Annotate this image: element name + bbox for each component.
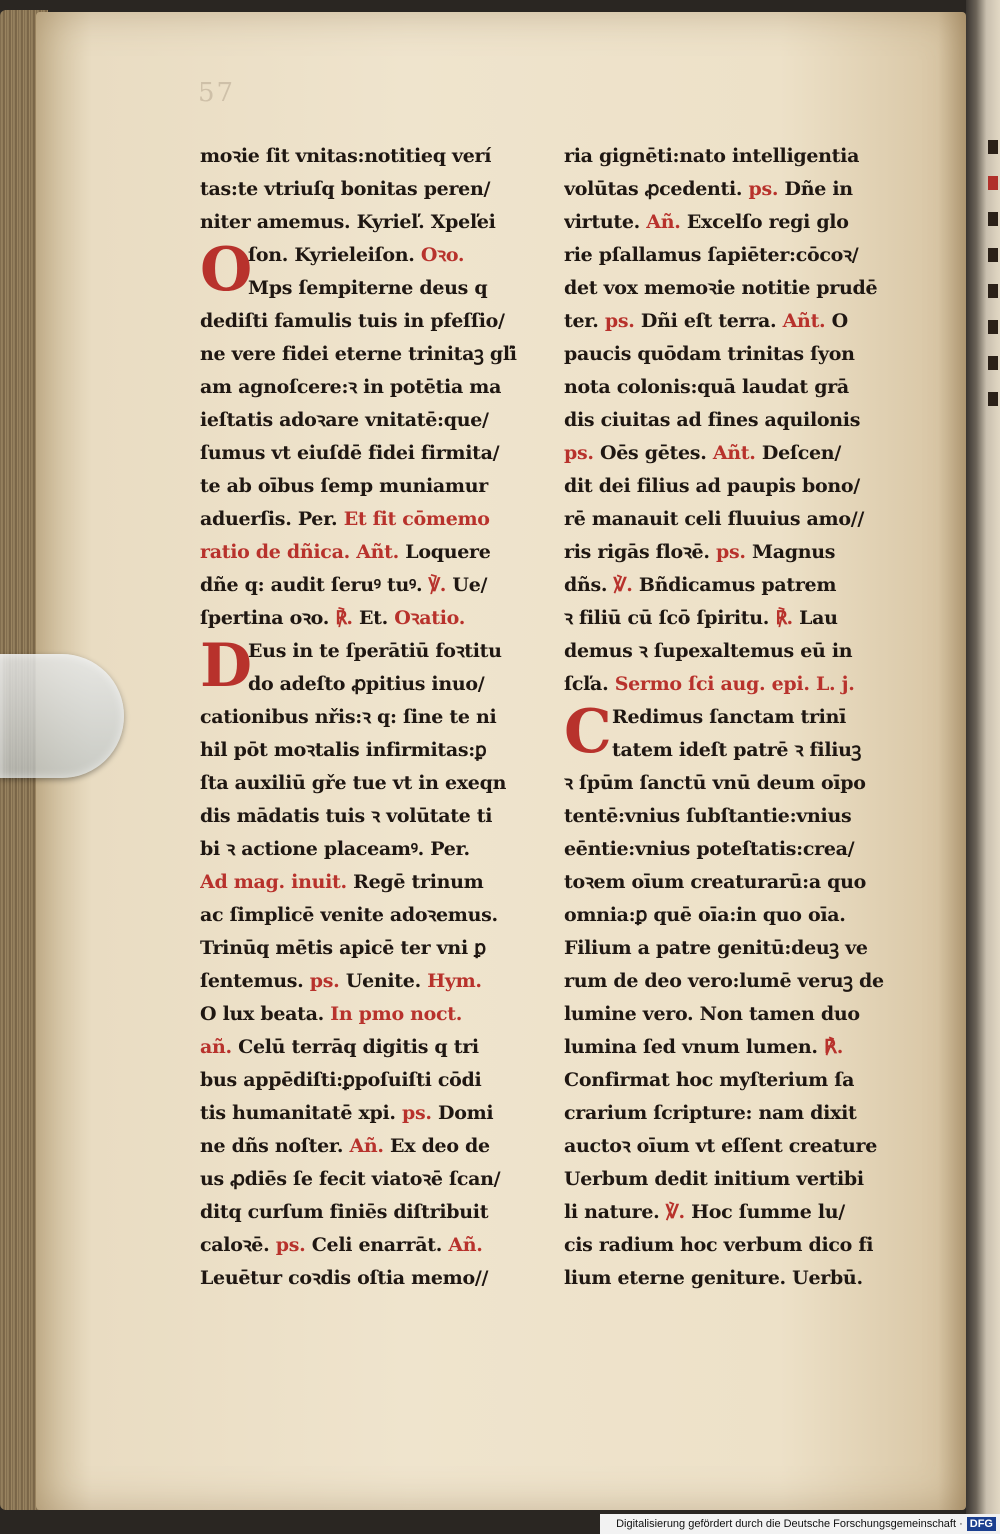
text-line: [564, 1262, 902, 1295]
body-text: Uenite.: [339, 970, 428, 992]
rubric-text: ps.: [275, 1234, 306, 1256]
body-text: ter.: [564, 310, 605, 332]
body-text: toꝛem oīum creaturarū:a quo: [564, 871, 867, 893]
text-line: [564, 635, 902, 668]
body-text: ſcľa.: [564, 673, 615, 695]
body-text: Celū terrāq digitis q tri: [231, 1036, 479, 1058]
text-line: [564, 536, 902, 569]
body-text: lium eterne geniture. Uerbū.: [564, 1267, 863, 1289]
body-text: auctoꝛ oīum vt eſſent creature: [564, 1135, 878, 1157]
text-line: [564, 767, 902, 800]
text-line: [200, 1097, 546, 1130]
body-text: Mps ſempiterne deus q: [248, 277, 488, 299]
body-text: Leuētur coꝛdis oſtia memo//: [200, 1267, 489, 1289]
rubric-text: ps.: [402, 1102, 432, 1124]
text-line: [200, 536, 546, 569]
text-line: [564, 470, 902, 503]
body-text: bus appēdiſti:ꝑpoſuiſti cōdi: [200, 1069, 482, 1091]
text-line: [564, 833, 902, 866]
rubric-text: ℣.: [665, 1201, 685, 1223]
text-line: [564, 569, 902, 602]
rubric-text: ℟.: [824, 1036, 844, 1058]
body-text: tis humanitatē xpi.: [200, 1102, 403, 1124]
body-text: Lau: [792, 607, 838, 629]
rubric-text: Sermo ſci aug. epi. L. j.: [614, 673, 855, 695]
text-line: [200, 1130, 546, 1163]
rubric-text: Añt.: [712, 442, 756, 464]
body-text: det vox memoꝛie notitie prudē: [564, 277, 878, 299]
body-text: Et.: [352, 607, 395, 629]
body-text: Filium a patre genitū:deuꝫ ve: [564, 937, 868, 959]
text-line: [564, 371, 902, 404]
body-text: cis radium hoc verbum dico fi: [564, 1234, 874, 1256]
rubric-text: ps.: [748, 178, 779, 200]
body-text: eēntie:vnius poteſtatis:crea/: [564, 838, 855, 860]
text-line: [564, 404, 902, 437]
body-text: te ab oībus ſemp muniamur: [200, 475, 488, 497]
text-line: [200, 569, 546, 602]
rubric-text: Hym.: [427, 970, 482, 992]
body-text: tentē:vnius ſubſtantie:vnius: [564, 805, 852, 827]
body-text: virtute.: [564, 211, 647, 233]
body-text: ditq curſum finiēs diſtribuit: [200, 1201, 489, 1223]
body-text: bi ꝛ actione placeamꝰ. Per.: [200, 838, 470, 860]
text-line: [564, 338, 902, 371]
text-line: [564, 932, 902, 965]
red-initial: C: [564, 701, 612, 767]
body-text: Excelſo regi glo: [680, 211, 849, 233]
body-text: Dñi eſt terra.: [634, 310, 783, 332]
text-line: [564, 437, 902, 470]
text-line: [200, 800, 546, 833]
text-line: [612, 734, 902, 767]
text-line: [200, 767, 546, 800]
body-text: Eus in te ſperātiū foꝛtitu: [248, 640, 502, 662]
text-line: [200, 866, 546, 899]
body-text: Magnus: [745, 541, 836, 563]
dfg-logo: DFG: [967, 1517, 996, 1531]
body-text: Hoc ſumme lu/: [684, 1201, 845, 1223]
body-text: Oēs gētes.: [593, 442, 713, 464]
body-text: caloꝛē.: [200, 1234, 276, 1256]
text-line: [248, 668, 546, 701]
body-text: ſta auxiliū gře tue vt in exeqn: [200, 772, 507, 794]
text-line: [564, 602, 902, 635]
body-text: Bñdicamus patrem: [632, 574, 837, 596]
body-text: ne dñs noſter.: [200, 1135, 350, 1157]
body-text: ſon. Kyrieleiſon.: [248, 244, 421, 266]
body-text: demus ꝛ ſupexaltemus eū in: [564, 640, 853, 662]
body-text: omnia:ꝑ quē oīa:in quo oīa.: [564, 904, 846, 926]
body-text: Loquere: [398, 541, 491, 563]
text-line: [612, 701, 902, 734]
body-text: niter amemus. Kyrieľ. Xpeľei: [200, 211, 496, 233]
text-line: [200, 206, 546, 239]
text-line: [564, 272, 902, 305]
body-text: ne vere fidei eterne trinitaꝫ gľi: [200, 343, 517, 365]
text-line: [200, 338, 546, 371]
body-text: crarium ſcripture: nam dixit: [564, 1102, 857, 1124]
body-text: Confirmat hoc myſterium ſa: [564, 1069, 855, 1091]
rubric-text: ratio de dñica. Añt.: [200, 541, 399, 563]
text-line: [564, 1196, 902, 1229]
text-line: [200, 1262, 546, 1295]
red-initial: O: [200, 239, 253, 305]
rubric-text: Añt.: [782, 310, 826, 332]
body-text: do adeſto ꝓpitius inuo/: [248, 673, 485, 695]
rubric-text: Et fit cōmemo: [343, 508, 490, 530]
body-text: moꝛie ſit vnitas:notitieq verí: [200, 145, 492, 167]
text-line: [200, 470, 546, 503]
body-text: tas:te vtriuſq bonitas peren/: [200, 178, 491, 200]
initial-block: [200, 239, 546, 305]
digitization-credit: [600, 1514, 1000, 1534]
rubric-text: ℣.: [613, 574, 633, 596]
text-line: [200, 1064, 546, 1097]
body-text: dediſti famulis tuis in pfeſſio/: [200, 310, 505, 332]
text-line: [564, 866, 902, 899]
body-text: rum de deo vero:lumē veruꝫ de: [564, 970, 884, 992]
body-text: ris rigās floꝛē.: [564, 541, 716, 563]
text-line: [200, 371, 546, 404]
text-line: [564, 503, 902, 536]
body-text: dis ciuitas ad fines aquilonis: [564, 409, 861, 431]
text-line: [564, 965, 902, 998]
body-text: rē manauit celi fluuius amo//: [564, 508, 865, 530]
text-line: [200, 1196, 546, 1229]
text-line: [248, 635, 546, 668]
text-line: [200, 602, 546, 635]
body-text: Dñe in: [778, 178, 853, 200]
body-text: dñe q: audit ſeruꝰ tuꝰ.: [200, 574, 429, 596]
text-line: [200, 899, 546, 932]
rubric-text: ℣.: [428, 574, 447, 596]
rubric-text: In pmo noct.: [330, 1003, 463, 1025]
body-text: aduerſis. Per.: [200, 508, 344, 530]
text-line: [564, 1031, 902, 1064]
rubric-text: ℟.: [775, 607, 793, 629]
text-line: [564, 998, 902, 1031]
text-line: [200, 503, 546, 536]
body-text: ſpertina oꝛo.: [200, 607, 336, 629]
body-text: O lux beata.: [200, 1003, 331, 1025]
text-line: [200, 701, 546, 734]
page-clip: [0, 654, 124, 778]
body-text: ꝛ filiū cū ſcō ſpiritu.: [564, 607, 776, 629]
text-line: [564, 668, 902, 701]
facing-page-text-fragment: [988, 140, 1000, 540]
body-text: ria gignēti:nato intelligentia: [564, 145, 860, 167]
body-text: Celi enarrāt.: [305, 1234, 449, 1256]
body-text: ſumus vt eiuſdē fidei firmita/: [200, 442, 500, 464]
body-text: dis mādatis tuis ꝛ volūtate ti: [200, 805, 493, 827]
initial-block: [564, 701, 902, 767]
text-line: [564, 1229, 902, 1262]
rubric-text: Oꝛo.: [420, 244, 465, 266]
credit-text: Digitalisierung gefördert durch die Deutsche Forschungsgemeinschaft ·: [616, 1518, 963, 1530]
text-column-left: [200, 140, 546, 1295]
body-text: O: [825, 310, 848, 332]
text-line: [564, 173, 902, 206]
body-text: Regē trinum: [346, 871, 484, 893]
body-text: dit dei filius ad paupis bono/: [564, 475, 860, 497]
rubric-text: ps.: [715, 541, 746, 563]
rubric-text: ps.: [309, 970, 340, 992]
body-text: Redimus ſanctam trinī: [612, 706, 847, 728]
body-text: cationibus nřis:ꝛ q: ſine te ni: [200, 706, 497, 728]
text-line: [200, 173, 546, 206]
text-line: [564, 206, 902, 239]
body-text: ac ſimplicē venite adoꝛemus.: [200, 904, 498, 926]
text-column-right: [564, 140, 902, 1295]
body-text: us ꝓdiēs ſe fecit viatoꝛē ſcan/: [200, 1168, 501, 1190]
body-text: ieſtatis adoꝛare vnitatē:que/: [200, 409, 489, 431]
body-text: lumine vero. Non tamen duo: [564, 1003, 860, 1025]
body-text: nota colonis:quā laudat grā: [564, 376, 849, 398]
text-line: [564, 1130, 902, 1163]
text-line: [564, 1163, 902, 1196]
rubric-text: Añ.: [448, 1234, 483, 1256]
body-text: Deſcen/: [755, 442, 841, 464]
body-text: volūtas ꝓcedenti.: [564, 178, 749, 200]
text-line: [200, 965, 546, 998]
text-line: [200, 437, 546, 470]
body-text: Trinūq mētis apicē ter vni ꝑ: [200, 937, 486, 959]
text-line: [564, 239, 902, 272]
body-text: ꝛ ſpūm ſanctū vnū deum oīpo: [564, 772, 866, 794]
rubric-text: ps.: [604, 310, 635, 332]
text-line: [564, 305, 902, 338]
body-text: lumina ſed vnum lumen.: [564, 1036, 825, 1058]
body-text: tatem ideſt patrē ꝛ filiuꝫ: [612, 739, 862, 761]
body-text: Domi: [431, 1102, 494, 1124]
folio-number: 57: [198, 78, 236, 108]
text-line: [200, 1163, 546, 1196]
text-line: [564, 800, 902, 833]
body-text: Ue/: [446, 574, 488, 596]
rubric-text: añ.: [200, 1036, 232, 1058]
body-text: li nature.: [564, 1201, 666, 1223]
initial-block: [200, 635, 546, 701]
body-text: ſentemus.: [200, 970, 310, 992]
text-line: [248, 239, 546, 272]
text-line: [200, 833, 546, 866]
text-line: [248, 272, 546, 305]
text-line: [200, 998, 546, 1031]
body-text: am agnoſcere:ꝛ in potētia ma: [200, 376, 502, 398]
rubric-text: Oꝛatio.: [394, 607, 466, 629]
text-line: [564, 899, 902, 932]
body-text: paucis quōdam trinitas ſyon: [564, 343, 855, 365]
text-line: [200, 932, 546, 965]
text-line: [200, 404, 546, 437]
body-text: Uerbum dedit initium vertibi: [564, 1168, 864, 1190]
rubric-text: Ad mag. inuit.: [200, 871, 347, 893]
text-line: [564, 140, 902, 173]
text-line: [200, 305, 546, 338]
text-line: [564, 1064, 902, 1097]
text-line: [200, 734, 546, 767]
body-text: Ex deo de: [383, 1135, 490, 1157]
text-line: [564, 1097, 902, 1130]
rubric-text: Añ.: [646, 211, 681, 233]
body-text: dñs.: [564, 574, 614, 596]
rubric-text: Añ.: [349, 1135, 384, 1157]
text-line: [200, 140, 546, 173]
rubric-text: ℟.: [335, 607, 353, 629]
body-text: hil pōt moꝛtalis infirmitas:ꝑ: [200, 739, 487, 761]
rubric-text: ps.: [564, 442, 594, 464]
body-text: rie pſallamus ſapiēter:cōcoꝛ/: [564, 244, 859, 266]
red-initial: D: [200, 635, 253, 701]
text-line: [200, 1031, 546, 1064]
text-line: [200, 1229, 546, 1262]
